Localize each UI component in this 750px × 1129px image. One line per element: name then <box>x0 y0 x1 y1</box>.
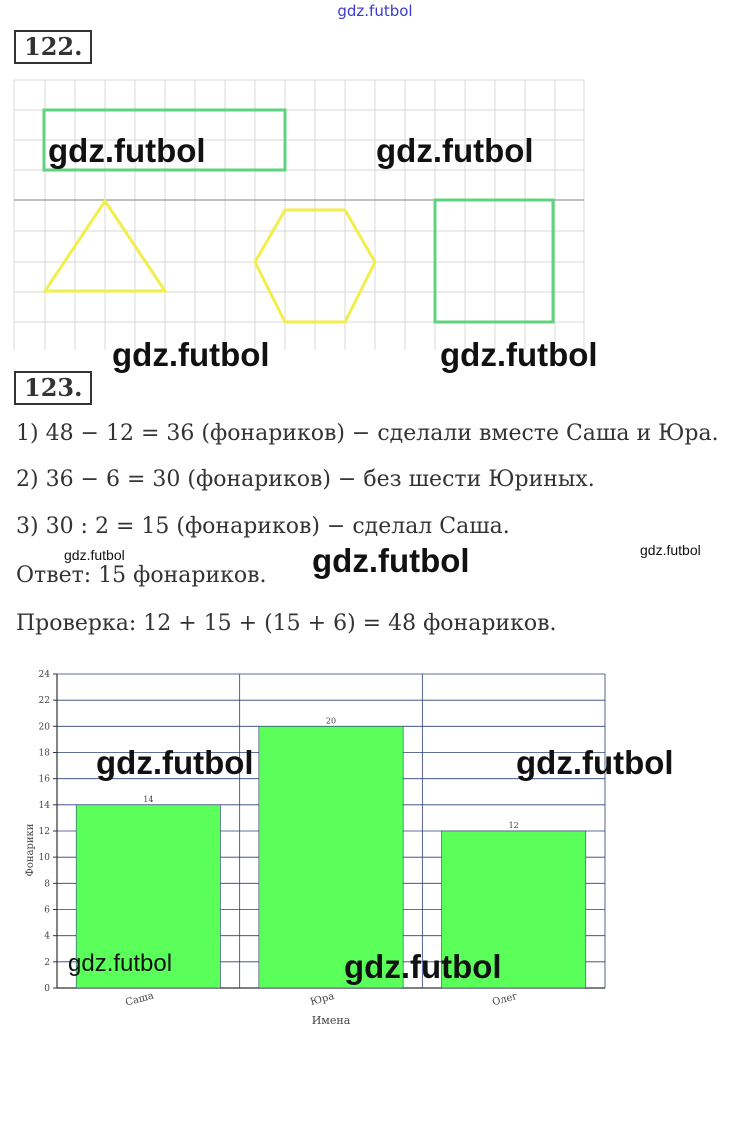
y-tick-label: 12 <box>38 827 50 837</box>
solution-step-2: 2) 36 − 6 = 30 (фонариков) − без шести Юриных. <box>16 467 595 492</box>
x-tick-label: Олег <box>491 990 519 1009</box>
watermark: gdz.futbol <box>112 336 270 373</box>
y-tick-label: 16 <box>38 774 50 785</box>
x-axis-label: Имена <box>311 1014 351 1027</box>
y-tick-label: 22 <box>38 696 50 707</box>
bar-value-label: 14 <box>143 794 154 804</box>
y-tick-label: 10 <box>38 853 50 864</box>
watermark: gdz.futbol <box>64 547 125 563</box>
y-tick-label: 14 <box>38 800 50 811</box>
watermark: gdz.futbol <box>516 744 674 781</box>
y-axis-label: Фонарики <box>25 823 36 877</box>
watermark: gdz.futbol <box>640 542 701 558</box>
task-123-number: 123. <box>14 371 92 405</box>
watermark: gdz.futbol <box>312 542 470 579</box>
y-tick-label: 2 <box>44 957 50 968</box>
watermark: gdz.futbol <box>68 950 173 977</box>
bar-value-label: 20 <box>325 716 337 726</box>
watermark: gdz.futbol <box>96 744 254 781</box>
y-tick-label: 24 <box>38 670 50 680</box>
watermark: gdz.futbol <box>344 948 502 985</box>
watermark: gdz.futbol <box>440 336 598 373</box>
watermark: gdz.futbol <box>48 132 206 169</box>
x-tick-label: Юра <box>309 991 336 1009</box>
y-tick-label: 4 <box>44 931 50 942</box>
grid-lines <box>14 80 584 350</box>
square-shape <box>435 200 553 322</box>
x-tick-label: Саша <box>124 990 156 1009</box>
y-tick-label: 6 <box>44 905 50 916</box>
answer-line: Ответ: 15 фонариков. <box>16 563 267 588</box>
task-122-number: 122. <box>14 30 92 64</box>
solution-step-3: 3) 30 : 2 = 15 (фонариков) − сделал Саша. <box>16 514 510 539</box>
y-tick-label: 20 <box>38 722 50 733</box>
solution-step-1: 1) 48 − 12 = 36 (фонариков) − сделали вместе Саша и Юра. <box>16 421 719 446</box>
bar-value-label: 12 <box>508 821 519 830</box>
y-tick-label: 8 <box>44 879 50 890</box>
watermark: gdz.futbol <box>376 132 534 169</box>
watermark-top: gdz.futbol <box>337 2 413 20</box>
y-tick-label: 18 <box>38 748 50 759</box>
check-line: Проверка: 12 + 15 + (15 + 6) = 48 фонариков. <box>16 611 557 636</box>
y-tick-label: 0 <box>44 984 50 994</box>
shapes-grid <box>0 0 750 360</box>
